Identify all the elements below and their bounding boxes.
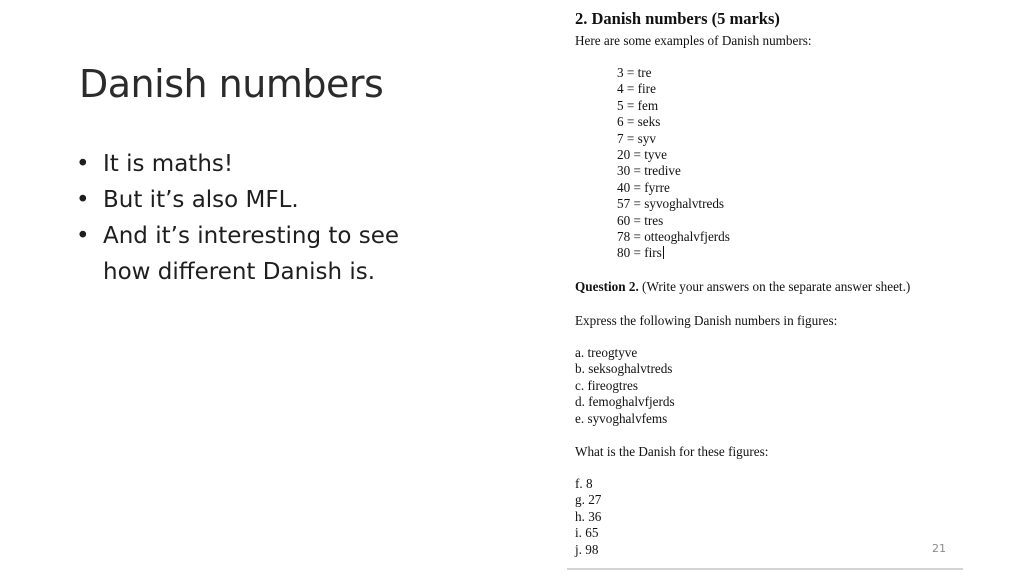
danish-item: c. fireogtres [575,377,638,393]
figure-item: h. 36 [575,508,602,524]
figure-items-list [575,476,601,558]
examples-list [617,65,730,262]
figures-prompt: What is the Danish for these figures: [575,444,769,459]
page-number: 21 [932,542,946,555]
example-item-text: 80 = firs [617,245,662,261]
worksheet-intro: Here are some examples of Danish numbers: [575,33,812,48]
example-item: 6 = seks [617,114,661,130]
bullet-item: • And it’s interesting to see how different Danish is. [76,218,436,290]
question-line [575,279,910,295]
danish-item: d. femoghalvfjerds [575,394,675,410]
figure-item: i. 65 [575,525,599,541]
example-item: 4 = fire [617,81,656,97]
express-prompt: Express the following Danish numbers in figures: [575,313,838,328]
figure-item: g. 27 [575,492,602,508]
example-item: 5 = fem [617,97,659,113]
example-item: 20 = tyve [617,147,667,163]
worksheet-heading: 2. Danish numbers (5 marks) [575,9,780,28]
danish-item: e. syvoghalvfems [575,410,668,426]
example-item: 3 = tre [617,65,652,80]
example-item-last [617,245,730,261]
worksheet-image [567,0,963,570]
question-text: (Write your answers on the separate answer sheet.) [642,279,911,294]
example-item: 78 = otteoghalvfjerds [617,229,730,245]
figure-item: f. 8 [575,476,593,491]
bullet-list [76,146,436,290]
bullet-item: • But it’s also MFL. [76,182,436,218]
slide-title: Danish numbers [79,62,384,106]
example-item: 7 = syv [617,130,656,146]
danish-items-list [575,345,675,427]
bullet-item: • It is maths! [76,146,436,182]
example-item: 30 = tredive [617,163,681,179]
example-item: 60 = tres [617,212,664,228]
danish-item: a. treogtyve [575,345,638,360]
text-cursor [663,246,664,259]
example-item: 40 = fyrre [617,179,670,195]
danish-item: b. seksoghalvtreds [575,361,673,377]
example-item: 57 = syvoghalvtreds [617,196,725,212]
figure-item: j. 98 [575,541,599,557]
question-label: Question 2. [575,279,639,294]
